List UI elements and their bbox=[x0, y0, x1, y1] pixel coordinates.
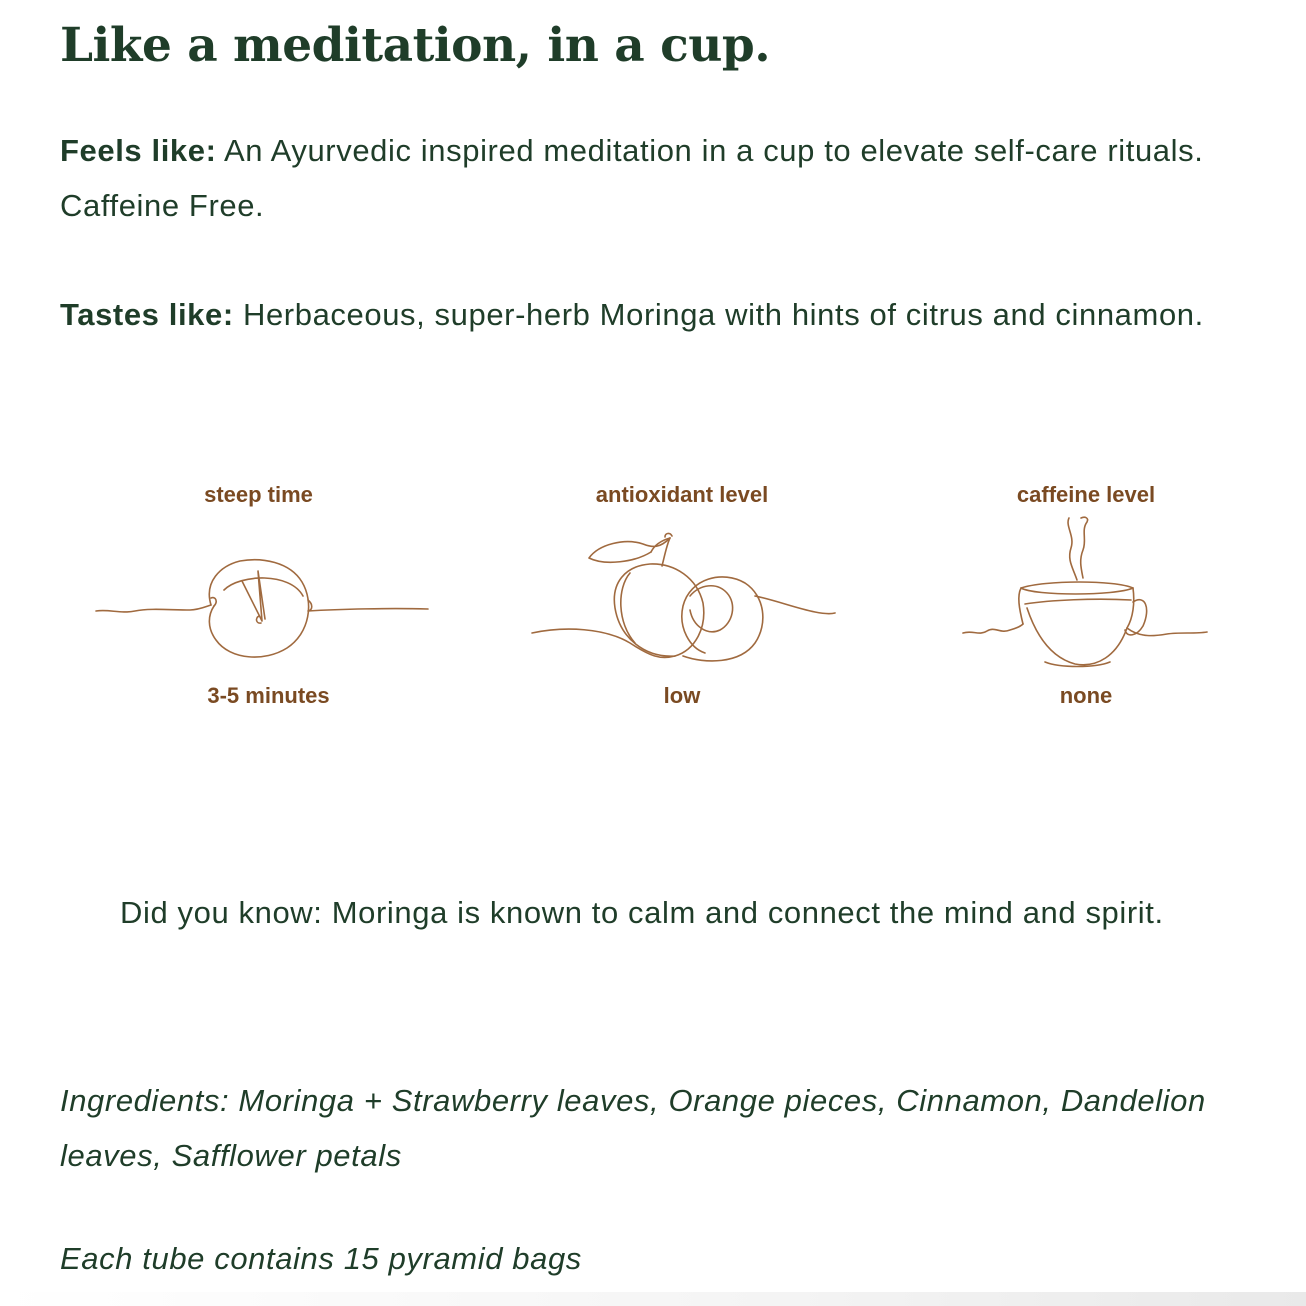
steep-time-label: steep time bbox=[204, 482, 313, 507]
did-you-know-callout: Did you know: Moringa is known to calm and connect the mind and spirit. bbox=[120, 895, 1164, 930]
feels-like-text: An Ayurvedic inspired meditation in a cup to elevate self-care rituals. Caffeine Free. bbox=[60, 133, 1204, 223]
feels-like-paragraph bbox=[60, 123, 1260, 233]
steep-time-attribute bbox=[90, 478, 435, 718]
clock-icon bbox=[90, 478, 435, 718]
antioxidant-level-label: antioxidant level bbox=[595, 482, 769, 507]
antioxidant-level-value: low bbox=[663, 683, 701, 708]
steep-time-value: 3-5 minutes bbox=[207, 683, 330, 708]
fruit-icon bbox=[525, 478, 845, 718]
teacup-icon bbox=[955, 478, 1215, 718]
page-title: Like a meditation, in a cup. bbox=[60, 18, 771, 73]
caffeine-level-label: caffeine level bbox=[1016, 482, 1156, 507]
tastes-like-text: Herbaceous, super-herb Moringa with hints of citrus and cinnamon. bbox=[233, 297, 1204, 332]
antioxidant-level-attribute bbox=[525, 478, 845, 718]
bottom-shadow-divider bbox=[0, 1292, 1306, 1306]
tastes-like-lead: Tastes like: bbox=[60, 297, 234, 332]
ingredients-list: Ingredients: Moringa + Strawberry leaves, Orange pieces, Cinnamon, Dandelion leaves, Safflower petals bbox=[60, 1083, 1206, 1173]
feels-like-lead: Feels like: bbox=[60, 133, 217, 168]
caffeine-level-attribute bbox=[955, 478, 1215, 718]
caffeine-level-value: none bbox=[1059, 683, 1113, 708]
tastes-like-paragraph bbox=[60, 287, 1260, 342]
tube-contents-note: Each tube contains 15 pyramid bags bbox=[60, 1241, 582, 1276]
